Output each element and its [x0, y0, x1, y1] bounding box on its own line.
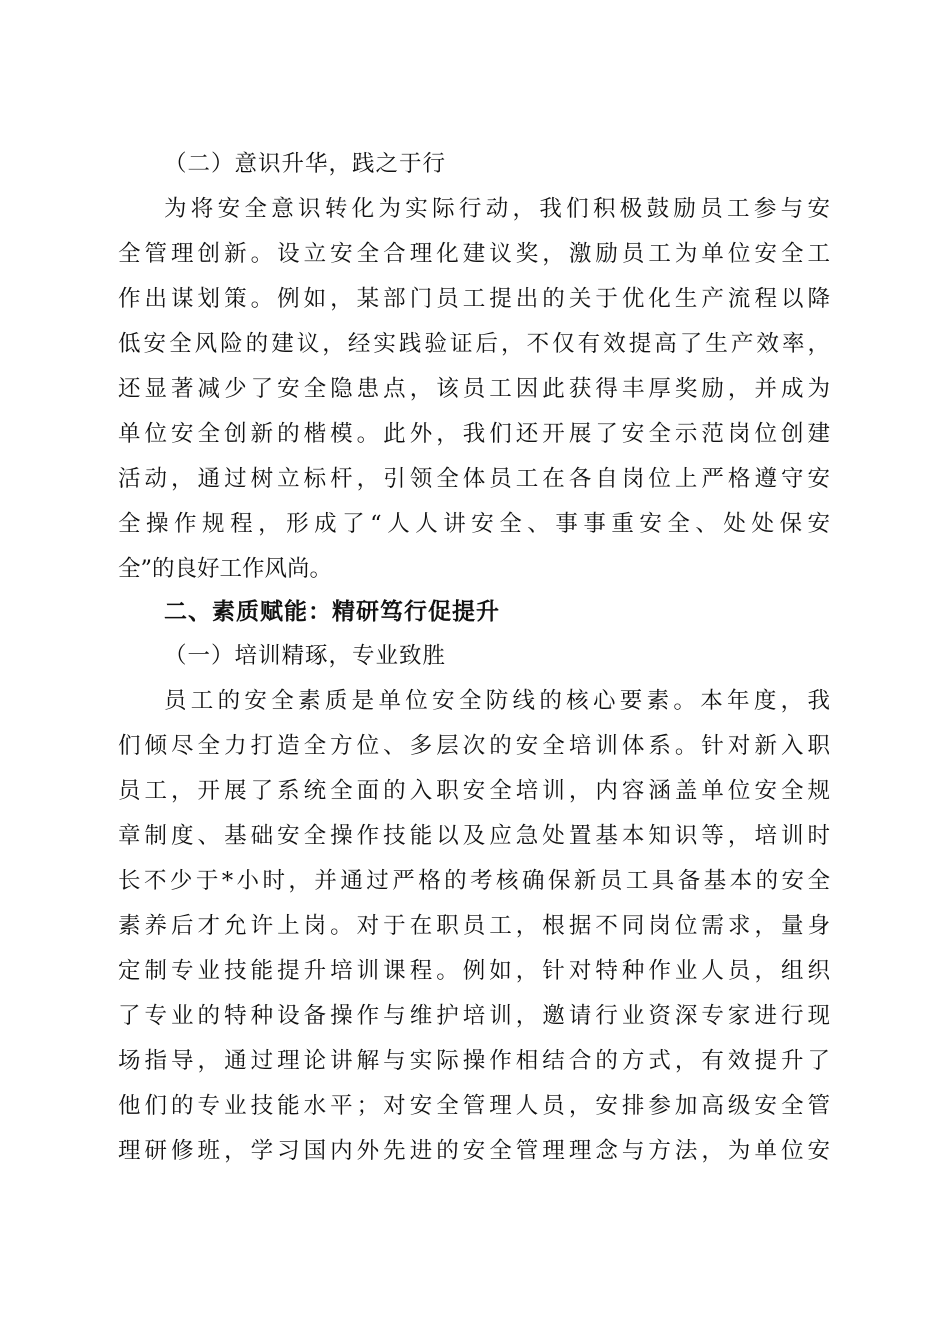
paragraph-line: 了专业的特种设备操作与维护培训，邀请行业资深专家进行现: [118, 1003, 830, 1029]
subheading-consciousness: （二）意识升华，践之于行: [164, 151, 447, 177]
paragraph-line: 全”的良好工作风尚。: [118, 556, 333, 582]
paragraph-line: 还显著减少了安全隐患点，该员工因此获得丰厚奖励，并成为: [118, 376, 830, 402]
paragraph-line: 长不少于*小时，并通过严格的考核确保新员工具备基本的安全: [118, 868, 830, 894]
paragraph-line: 全管理创新。设立安全合理化建议奖，激励员工为单位安全工: [118, 241, 830, 267]
paragraph-line: 定制专业技能提升培训课程。例如，针对特种作业人员，组织: [118, 958, 830, 984]
paragraph-line: 单位安全创新的楷模。此外，我们还开展了安全示范岗位创建: [118, 421, 830, 447]
paragraph-line: 场指导，通过理论讲解与实际操作相结合的方式，有效提升了: [118, 1048, 830, 1074]
paragraph-line: 素养后才允许上岗。对于在职员工，根据不同岗位需求，量身: [118, 913, 830, 939]
paragraph-line: 为将安全意识转化为实际行动，我们积极鼓励员工参与安: [164, 196, 830, 222]
subheading-training: （一）培训精琢，专业致胜: [164, 643, 447, 669]
paragraph-line: 员工的安全素质是单位安全防线的核心要素。本年度，我: [164, 688, 830, 714]
paragraph-line: 员工，开展了系统全面的入职安全培训，内容涵盖单位安全规: [118, 778, 830, 804]
paragraph-line: 章制度、基础安全操作技能以及应急处置基本知识等，培训时: [118, 823, 830, 849]
paragraph-line: 作出谋划策。例如，某部门员工提出的关于优化生产流程以降: [118, 286, 830, 312]
paragraph-line: 们倾尽全力打造全方位、多层次的安全培训体系。针对新入职: [118, 733, 830, 759]
paragraph-line: 他们的专业技能水平；对安全管理人员，安排参加高级安全管: [118, 1093, 830, 1119]
paragraph-line: 活动，通过树立标杆，引领全体员工在各自岗位上严格遵守安: [118, 466, 830, 492]
paragraph-line: 低安全风险的建议，经实践验证后，不仅有效提高了生产效率，: [118, 331, 830, 357]
paragraph-line: 全操作规程，形成了“人人讲安全、事事重安全、处处保安: [118, 511, 830, 537]
section-heading: 二、素质赋能：精研笃行促提升: [164, 599, 500, 625]
paragraph-line: 理研修班，学习国内外先进的安全管理理念与方法，为单位安: [118, 1138, 830, 1164]
